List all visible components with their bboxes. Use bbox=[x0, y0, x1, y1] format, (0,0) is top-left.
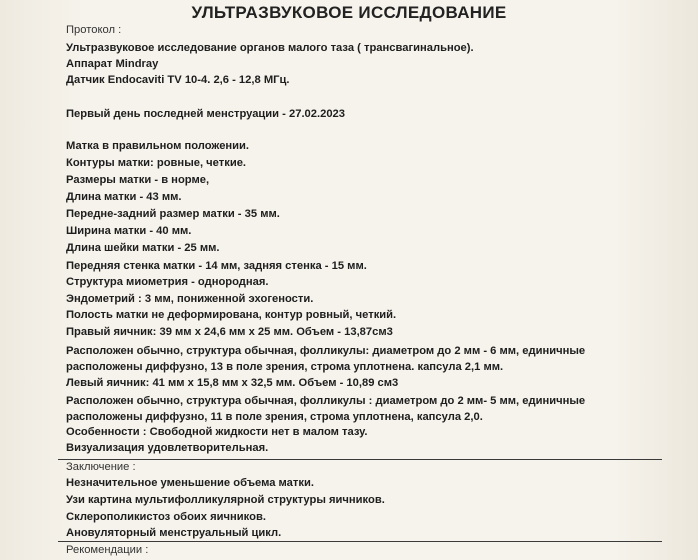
finding-line: Ширина матки - 40 мм. bbox=[66, 225, 192, 237]
finding-line: Матка в правильном положении. bbox=[66, 140, 250, 152]
finding-line: Передняя стенка матки - 14 мм, задняя стенка - 15 мм. bbox=[66, 260, 367, 272]
finding-line: Размеры матки - в норме, bbox=[66, 174, 210, 186]
conclusion-line: Склерополикистоз обоих яичников. bbox=[66, 511, 266, 523]
finding-line: Эндометрий : 3 мм, пониженной эхогености. bbox=[66, 293, 314, 305]
finding-line: Контуры матки: ровные, четкие. bbox=[66, 157, 247, 169]
finding-line: Структура миометрия - однородная. bbox=[66, 276, 269, 288]
finding-line: Полость матки не деформирована, контур ровный, четкий. bbox=[66, 309, 397, 321]
probe: Датчик Endocaviti TV 10-4. 2,6 - 12,8 МГц. bbox=[66, 74, 290, 86]
page-title: УЛЬТРАЗВУКОВОЕ ИССЛЕДОВАНИЕ bbox=[191, 3, 507, 22]
finding-line: Передне-задний размер матки - 35 мм. bbox=[66, 208, 280, 220]
finding-line: Левый яичник: 41 мм х 15,8 мм х 32,5 мм. Объем - 10,89 см3 bbox=[66, 377, 399, 389]
finding-line: расположены диффузно, 13 в поле зрения, строма уплотнена. капсула 2,1 мм. bbox=[66, 361, 504, 373]
finding-line: Длина шейки матки - 25 мм. bbox=[66, 242, 220, 254]
finding-line: Расположен обычно, структура обычная, фолликулы: диаметром до 2 мм - 6 мм, единичные bbox=[66, 345, 586, 357]
conclusion-line: Ановуляторный менструальный цикл. bbox=[66, 527, 282, 539]
section-divider bbox=[58, 459, 662, 460]
device: Аппарат Mindray bbox=[66, 58, 159, 70]
study-type: Ультразвуковое исследование органов малого таза ( трансвагинальное). bbox=[66, 42, 474, 54]
finding-line: Визуализация удовлетворительная. bbox=[66, 442, 269, 454]
protocol-label: Протокол : bbox=[66, 24, 122, 36]
finding-line: Расположен обычно, структура обычная, фолликулы : диаметром до 2 мм- 5 мм, единичные bbox=[66, 395, 586, 407]
finding-line: расположены диффузно, 11 в поле зрения, строма уплотнена, капсула 2,0. bbox=[66, 411, 483, 423]
conclusion-line: Узи картина мультифолликулярной структуры яичников. bbox=[66, 494, 385, 506]
conclusion-label: Заключение : bbox=[66, 461, 136, 473]
finding-line: Правый яичник: 39 мм х 24,6 мм х 25 мм. Объем - 13,87см3 bbox=[66, 326, 393, 338]
finding-line: Длина матки - 43 мм. bbox=[66, 191, 182, 203]
recommendations-label: Рекомендации : bbox=[66, 544, 149, 556]
conclusion-line: Незначительное уменьшение объема матки. bbox=[66, 477, 314, 489]
lmp-date: Первый день последней менструации - 27.02.2023 bbox=[66, 108, 345, 120]
finding-line: Особенности : Свободной жидкости нет в малом тазу. bbox=[66, 426, 368, 438]
section-divider bbox=[58, 541, 662, 542]
